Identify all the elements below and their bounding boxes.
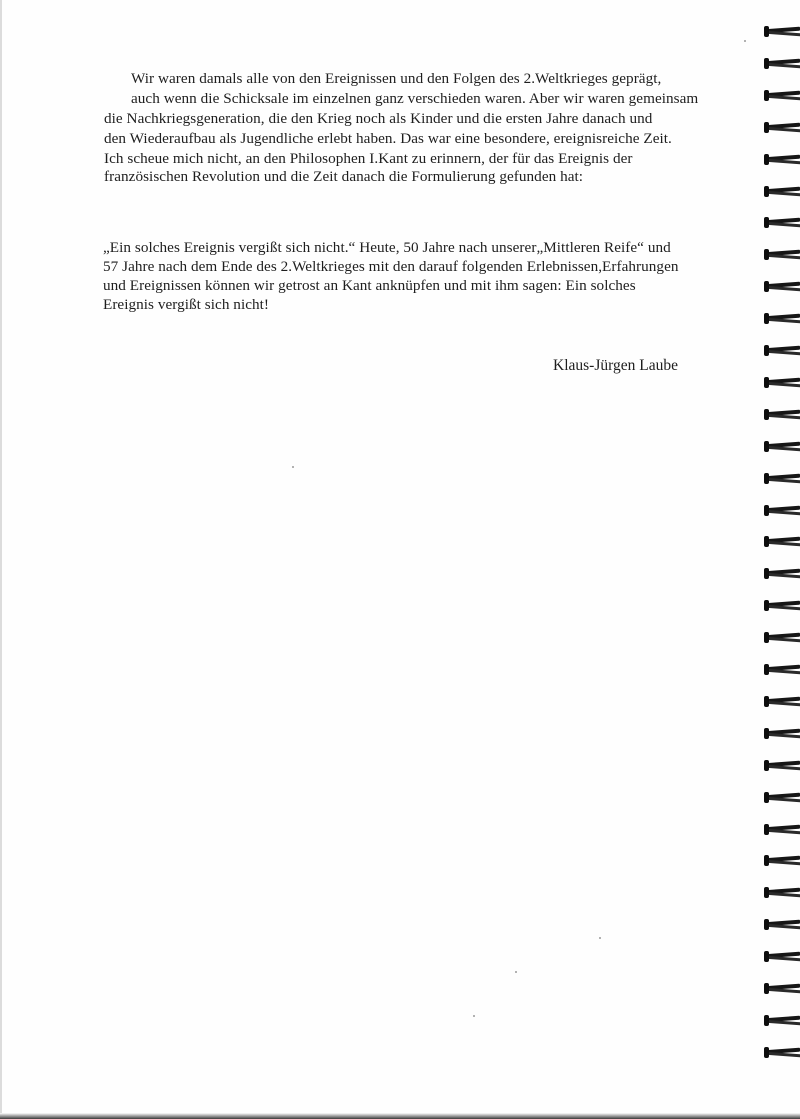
binding-ring bbox=[764, 792, 800, 803]
paragraph2-line4: Ereignis vergißt sich nicht! bbox=[103, 296, 270, 313]
paragraph1-line3: die Nachkriegsgeneration, die den Krieg noch als Kinder und die ersten Jahre danach und bbox=[104, 110, 653, 127]
binding-ring bbox=[764, 409, 800, 420]
page-bottom-edge bbox=[0, 1113, 800, 1119]
binding-ring bbox=[764, 377, 800, 388]
binding-ring bbox=[764, 26, 800, 37]
binding-ring bbox=[764, 122, 800, 133]
binding-ring bbox=[764, 186, 800, 197]
binding-ring bbox=[764, 536, 800, 547]
binding-ring bbox=[764, 568, 800, 579]
scan-speck bbox=[292, 466, 294, 468]
binding-ring bbox=[764, 1015, 800, 1026]
binding-ring bbox=[764, 887, 800, 898]
page-left-edge bbox=[0, 0, 2, 1119]
binding-ring bbox=[764, 249, 800, 260]
scan-speck bbox=[599, 937, 601, 939]
binding-ring bbox=[764, 58, 800, 69]
binding-ring bbox=[764, 824, 800, 835]
paragraph2-line1: „Ein solches Ereignis vergißt sich nicht.“ Heute, 50 Jahre nach unserer„Mittleren Reife“ und bbox=[103, 239, 671, 256]
scan-speck bbox=[744, 40, 746, 42]
binding-ring bbox=[764, 313, 800, 324]
binding-ring bbox=[764, 951, 800, 962]
paragraph2-line2: 57 Jahre nach dem Ende des 2.Weltkrieges mit den darauf folgenden Erlebnissen,Erfahrungen bbox=[103, 258, 679, 275]
binding-ring bbox=[764, 983, 800, 994]
binding-ring bbox=[764, 600, 800, 611]
binding-ring bbox=[764, 760, 800, 771]
scan-speck bbox=[473, 1015, 475, 1017]
binding-ring bbox=[764, 696, 800, 707]
binding-ring bbox=[764, 473, 800, 484]
paragraph1-line4: den Wiederaufbau als Jugendliche erlebt haben. Das war eine besondere, ereignisreiche Zeit. bbox=[104, 130, 672, 147]
binding-ring bbox=[764, 217, 800, 228]
binding-ring bbox=[764, 1047, 800, 1058]
binding-ring bbox=[764, 505, 800, 516]
paragraph1-line5: Ich scheue mich nicht, an den Philosophen I.Kant zu erinnern, der für das Ereignis der bbox=[104, 150, 633, 167]
paragraph2-line3: und Ereignissen können wir getrost an Kant anknüpfen und mit ihm sagen: Ein solches bbox=[103, 277, 636, 294]
binding-ring bbox=[764, 154, 800, 165]
binding-ring bbox=[764, 632, 800, 643]
binding-ring bbox=[764, 919, 800, 930]
author-signature: Klaus-Jürgen Laube bbox=[553, 357, 678, 374]
binding-ring bbox=[764, 855, 800, 866]
binding-ring bbox=[764, 281, 800, 292]
binding-ring bbox=[764, 90, 800, 101]
paragraph1-line1: Wir waren damals alle von den Ereignissen und den Folgen des 2.Weltkrieges geprägt, bbox=[131, 70, 662, 87]
paragraph1-line2: auch wenn die Schicksale im einzelnen ganz verschieden waren. Aber wir waren gemeinsam bbox=[131, 90, 699, 107]
binding-ring bbox=[764, 664, 800, 675]
binding-ring bbox=[764, 728, 800, 739]
scan-speck bbox=[515, 971, 517, 973]
spiral-binding bbox=[760, 0, 800, 1119]
binding-ring bbox=[764, 345, 800, 356]
binding-ring bbox=[764, 441, 800, 452]
paragraph1-line6: französischen Revolution und die Zeit danach die Formulierung gefunden hat: bbox=[104, 168, 584, 185]
